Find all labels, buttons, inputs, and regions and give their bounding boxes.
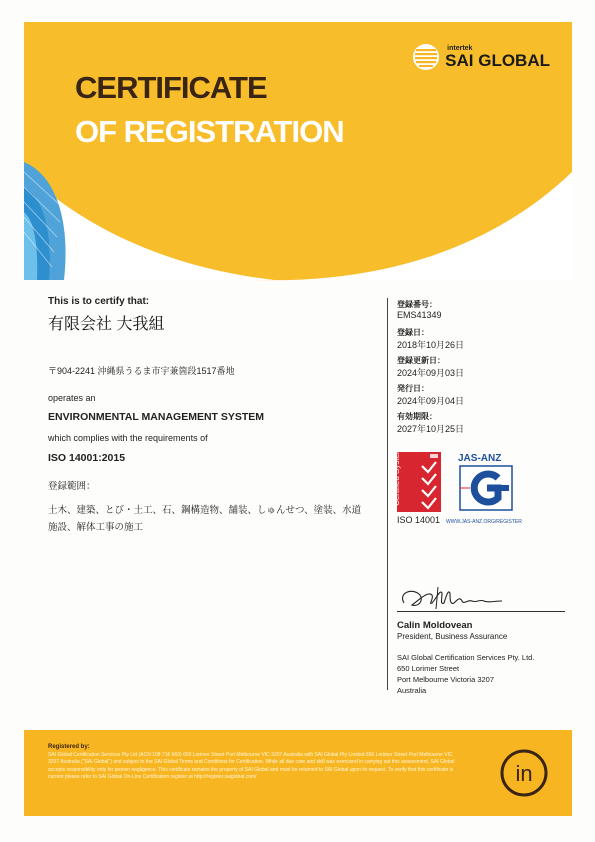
footer-heading: Registered by: — [48, 744, 90, 750]
sai-global-logo-icon — [411, 42, 441, 72]
sai-global-logo — [411, 42, 550, 72]
divider-line — [387, 298, 388, 690]
issuer-org: SAI Global Certification Services Pty. Ltd. — [397, 653, 535, 662]
company-name: 有限会社 大我組 — [48, 316, 165, 333]
issuer-address — [397, 652, 534, 696]
logo-sai-global-text: SAI GLOBAL — [445, 51, 550, 70]
jas-anz-logo-icon — [460, 466, 512, 510]
certified-system-text: Certified System — [392, 447, 401, 506]
badge-iso-label: ISO 14001 — [397, 515, 441, 525]
certify-intro: This is to certify that: — [48, 296, 150, 307]
complies-text: which complies with the requirements of — [48, 433, 208, 443]
scope-text: 土木、建築、とび・土工、石、鋼構造物、舗装、しゅんせつ、塗装、水道施設、解体工事の施工 — [48, 505, 362, 533]
reg-number-label: 登録番号： — [397, 300, 437, 309]
management-system-name: ENVIRONMENTAL MANAGEMENT SYSTEM — [48, 411, 265, 423]
scope-label: 登録範囲： — [48, 481, 96, 492]
reg-number-value: EMS41349 — [397, 310, 442, 320]
signature-line — [397, 611, 565, 612]
issue-date-label: 発行日： — [397, 384, 429, 393]
signatory-title: President, Business Assurance — [397, 632, 508, 641]
issue-date-value: 2024年09月04日 — [397, 396, 465, 406]
signatory-name: Calin Moldovean — [397, 620, 473, 631]
header-banner — [24, 22, 572, 280]
jas-anz-title: JAS-ANZ — [458, 453, 502, 464]
reg-date-value: 2018年10月26日 — [397, 340, 465, 350]
certified-system-badge — [392, 447, 441, 512]
standard-name: ISO 14001:2015 — [48, 452, 126, 464]
footer-text: SAI Global Certification Services Pty Ltd (ACN 108 716 669) 650 Lorimer Street Port Melbourne VIC 3207 Australia with SAI Global Pty Limited 650 Lorimer Street Port Melbourne VIC 3207 Australia ("SAI Global") and subject to the SAI Global Terms and Conditions for Certification. While all due care and skill was exercised in carrying out this assessment, SAI Global accepts responsibility only for proven negligence. This certificate remains the property of SAI Global and must be returned to SAI Global upon its request. To verify that this certificate is current please refer to SAI Global On-Line Certification register at http://register.saiglobal.com/ — [48, 752, 455, 781]
issuer-country: Australia — [397, 686, 427, 695]
logo-intertek-text: intertek — [447, 45, 473, 52]
company-address: 〒904-2241 沖縄県うるま市宇兼箇段1517番地 — [48, 366, 235, 376]
title-line-1: CERTIFICATE — [75, 70, 267, 105]
renewal-date-value: 2024年09月03日 — [397, 368, 465, 378]
in-badge-text: in — [515, 761, 533, 786]
issuer-city: Port Melbourne Victoria 3207 — [397, 675, 495, 684]
in-badge-icon — [498, 747, 550, 799]
reg-date-label: 登録日： — [397, 328, 429, 337]
operates-text: operates an — [48, 393, 96, 403]
footer-band — [24, 730, 572, 816]
checkmark-icon — [397, 452, 441, 512]
renewal-date-label: 登録更新日： — [397, 356, 445, 365]
title-line-2: OF REGISTRATION — [75, 114, 344, 149]
expiry-date-label: 有効期限： — [397, 412, 437, 421]
jas-anz-register-link[interactable]: WWW.JAS-ANZ.ORG/REGISTER — [446, 519, 522, 525]
expiry-date-value: 2027年10月25日 — [397, 424, 465, 434]
issuer-street: 650 Lorimer Street — [397, 664, 460, 673]
signature-image — [398, 585, 508, 613]
